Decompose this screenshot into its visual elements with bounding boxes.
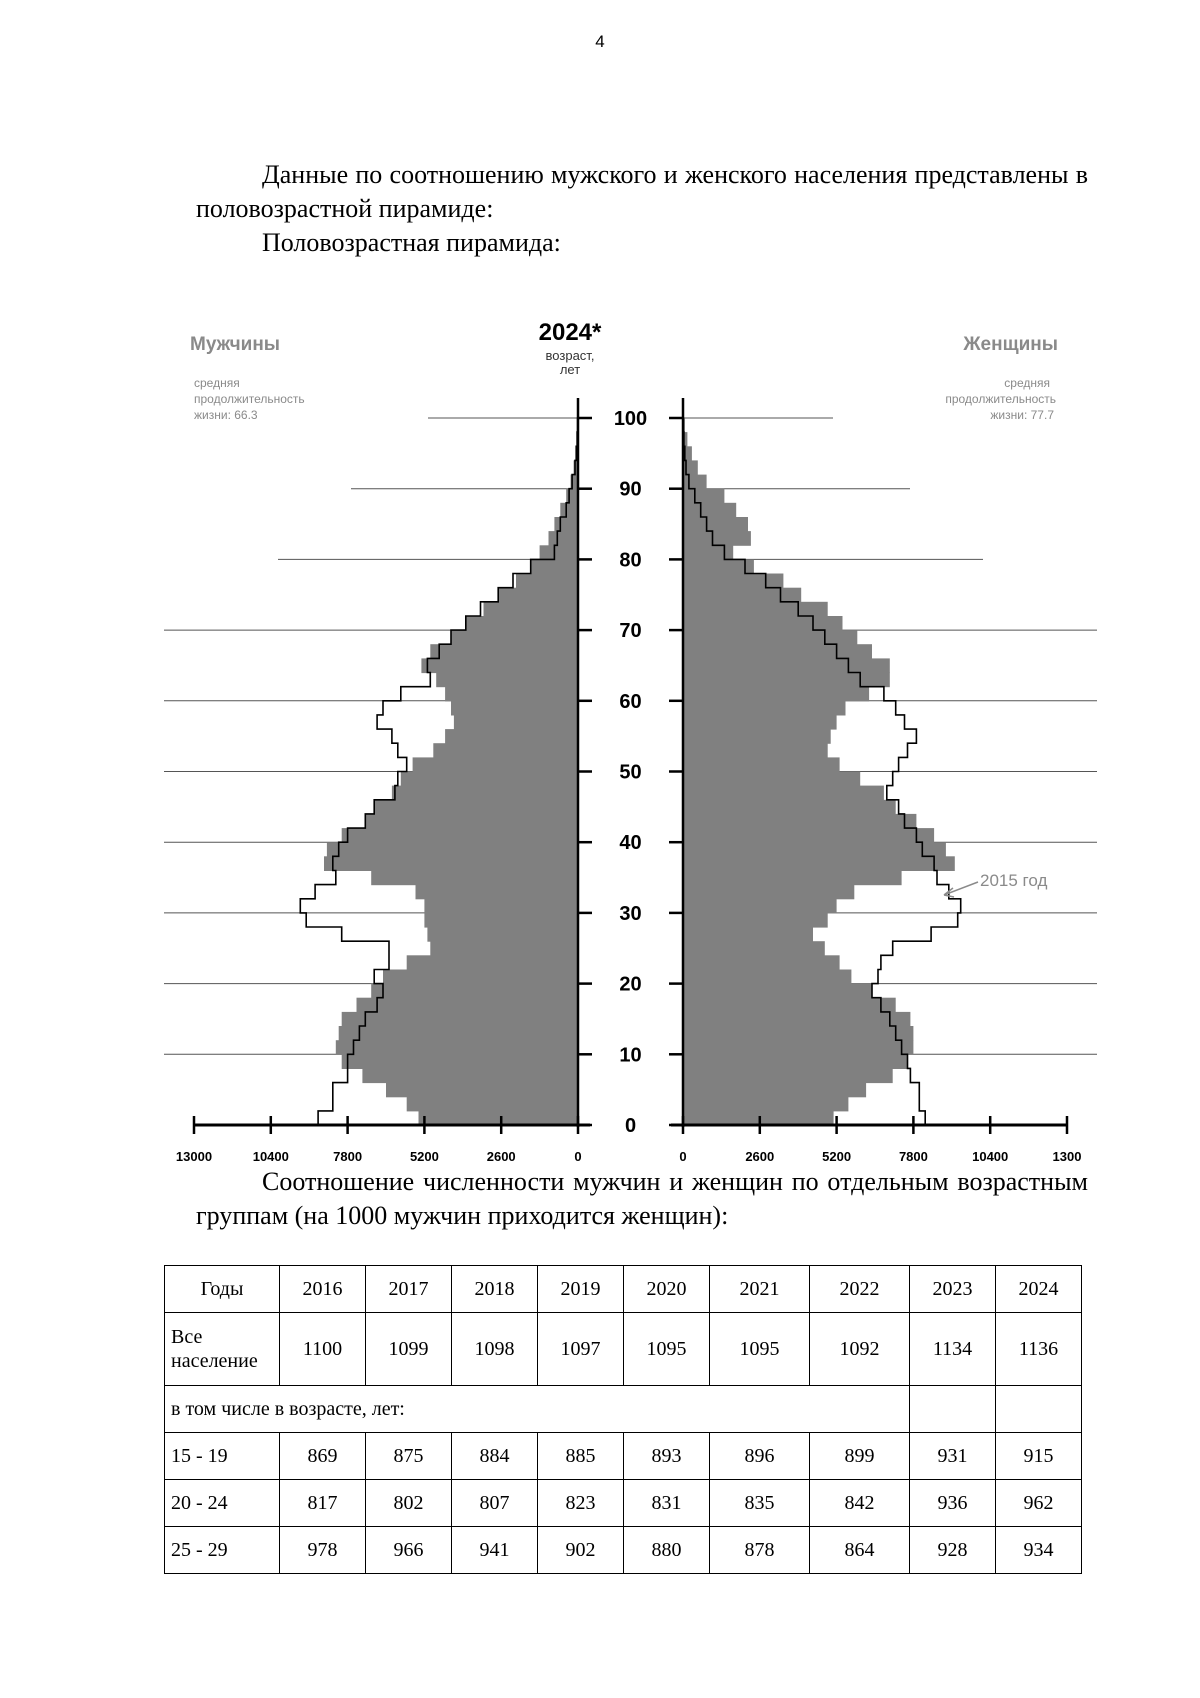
women-2024-bar-age-48 <box>683 772 860 787</box>
women-2024-bar-age-78 <box>683 559 754 574</box>
men-2024-bar-age-28 <box>424 913 578 928</box>
men-life-expectancy-line2: продолжительность <box>194 392 305 406</box>
ratio-table-header-row <box>165 1266 1082 1313</box>
table-cell: 1136 <box>996 1313 1082 1386</box>
table-cell: 817 <box>280 1480 366 1527</box>
table-cell: 896 <box>710 1433 810 1480</box>
table-cell: 978 <box>280 1527 366 1574</box>
men-2024-bar-age-86 <box>560 503 578 518</box>
total-row-label <box>165 1313 280 1386</box>
women-2024-bar-age-54 <box>683 729 831 744</box>
women-2024-bar-age-4 <box>683 1083 866 1098</box>
women-life-expectancy-line1: средняя <box>1004 376 1050 390</box>
women-2024-bar-age-30 <box>683 899 837 914</box>
table-cell: 1100 <box>280 1313 366 1386</box>
pyramid-caption <box>196 226 1088 260</box>
men-group-label: Мужчины <box>190 334 281 355</box>
women-2024-bar-age-76 <box>683 574 783 589</box>
women-2024-bar-age-32 <box>683 885 854 900</box>
value-tick-label-men: 5200 <box>409 1149 439 1164</box>
age-tick-label: 80 <box>619 549 642 572</box>
men-2024-bar-age-46 <box>392 786 578 801</box>
age-tick-label: 50 <box>619 761 642 784</box>
ratio-table <box>164 1265 1082 1574</box>
age-axis-label-line1: возраст, <box>545 348 595 363</box>
men-2024-bar-age-8 <box>342 1054 578 1069</box>
header-cell: Годы <box>165 1266 280 1313</box>
header-cell: 2017 <box>366 1266 452 1313</box>
men-2024-bar-age-64 <box>421 658 578 673</box>
value-tick-label-men: 0 <box>574 1149 582 1164</box>
men-2024-bar-age-24 <box>430 941 578 956</box>
age-axis-label-line2: лет <box>559 362 581 377</box>
women-2024-bar-age-38 <box>683 842 946 857</box>
women-2024-bar-age-74 <box>683 588 801 603</box>
age-group-label: 15 - 19 <box>165 1433 280 1480</box>
subheader-cell: в том числе в возрасте, лет: <box>165 1386 910 1433</box>
men-2024-bar-age-84 <box>554 517 578 532</box>
men-2024-bar-age-52 <box>433 743 578 758</box>
table-cell: 880 <box>624 1527 710 1574</box>
table-cell: 831 <box>624 1480 710 1527</box>
women-2024-bar-age-68 <box>683 630 857 645</box>
men-2024-bar-age-48 <box>401 772 578 787</box>
women-2024-bar-age-52 <box>683 743 828 758</box>
axes <box>176 398 1082 1164</box>
men-2024-bar-age-88 <box>566 489 578 504</box>
men-2024-bar-age-66 <box>430 644 578 659</box>
men-2024-bar-age-14 <box>342 1012 578 1027</box>
women-2024-bar-age-26 <box>683 927 813 942</box>
men-life-expectancy-line1: средняя <box>194 376 240 390</box>
women-2024-bar-age-50 <box>683 757 840 772</box>
value-tick-label-women: 5200 <box>822 1149 852 1164</box>
table-cell: 1099 <box>366 1313 452 1386</box>
women-2024-bar-age-16 <box>683 998 896 1013</box>
men-2024-area <box>324 411 578 1126</box>
table-cell: 936 <box>910 1480 996 1527</box>
table-cell: 802 <box>366 1480 452 1527</box>
women-2024-bar-age-86 <box>683 503 736 518</box>
women-2024-bar-age-40 <box>683 828 934 843</box>
men-2024-bar-age-74 <box>498 588 578 603</box>
women-2024-bar-age-58 <box>683 701 846 716</box>
table-cell: 864 <box>810 1527 910 1574</box>
women-2024-bar-age-22 <box>683 955 840 970</box>
men-2024-bar-age-34 <box>371 871 578 886</box>
women-2024-bar-age-2 <box>683 1097 848 1112</box>
table-cell: 1134 <box>910 1313 996 1386</box>
empty-cell <box>996 1386 1082 1433</box>
table-cell: 1092 <box>810 1313 910 1386</box>
header-cell: 2018 <box>452 1266 538 1313</box>
men-2024-bar-age-72 <box>484 602 579 617</box>
women-2024-bar-age-56 <box>683 715 837 730</box>
men-2024-bar-age-42 <box>365 814 578 829</box>
total-row-label-line1: Все <box>171 1326 203 1348</box>
women-2024-bar-age-10 <box>683 1040 913 1055</box>
women-life-expectancy-line3: жизни: 77.7 <box>990 408 1054 422</box>
header-cell: 2020 <box>624 1266 710 1313</box>
intro-text: Данные по соотношению мужского и женского населения представлены в половозрастной пирамиде: <box>196 160 1088 223</box>
table-cell: 915 <box>996 1433 1082 1480</box>
men-2024-bar-age-4 <box>386 1083 578 1098</box>
women-2024-bar-age-12 <box>683 1026 913 1041</box>
age-tick-label: 100 <box>613 408 648 430</box>
ratio-table-subheader-row <box>165 1386 1082 1433</box>
women-2024-area <box>683 411 955 1126</box>
header-cell: 2019 <box>538 1266 624 1313</box>
table-cell: 1095 <box>710 1313 810 1386</box>
women-life-expectancy-line2: продолжительность <box>945 392 1056 406</box>
population-pyramid-chart <box>0 310 1200 1170</box>
age-group-label: 25 - 29 <box>165 1527 280 1574</box>
age-group-label: 20 - 24 <box>165 1480 280 1527</box>
header-cell: 2024 <box>996 1266 1082 1313</box>
ratio-intro-paragraph <box>196 1165 1088 1233</box>
men-2024-bar-age-58 <box>451 701 578 716</box>
women-2024-bar-age-8 <box>683 1054 908 1069</box>
table-cell: 884 <box>452 1433 538 1480</box>
age-tick-label: 40 <box>619 832 642 855</box>
men-2024-bar-age-16 <box>357 998 579 1013</box>
page-number: 4 <box>595 32 605 51</box>
men-2024-bar-age-6 <box>362 1068 578 1083</box>
header-cell: 2023 <box>910 1266 996 1313</box>
age-tick-label: 30 <box>619 902 642 925</box>
women-2024-bar-age-24 <box>683 941 825 956</box>
men-2024-bar-age-50 <box>413 757 578 772</box>
value-tick-label-women: 0 <box>679 1149 687 1164</box>
men-2024-bar-age-76 <box>516 574 578 589</box>
value-tick-label-women: 10400 <box>972 1149 1009 1164</box>
women-2024-bar-age-64 <box>683 658 890 673</box>
age-tick-label: 90 <box>619 478 642 501</box>
men-2024-bar-age-2 <box>407 1097 578 1112</box>
ratio-table-row <box>165 1433 1082 1480</box>
men-2024-bar-age-56 <box>454 715 578 730</box>
women-2024-bar-age-42 <box>683 814 916 829</box>
women-2024-bar-age-6 <box>683 1068 893 1083</box>
women-2024-bar-age-72 <box>683 602 828 617</box>
women-2024-bar-age-0 <box>683 1111 834 1126</box>
header-cell: 2016 <box>280 1266 366 1313</box>
ratio-intro-text: Соотношение численности мужчин и женщин по отдельным возрастным группам (на 1000 мужчин приходится женщин): <box>196 1167 1088 1230</box>
pyramid-caption-text: Половозрастная пирамида: <box>262 228 561 257</box>
age-tick-label: 60 <box>619 690 642 713</box>
women-2024-bar-age-90 <box>683 475 707 490</box>
men-life-expectancy-line3: жизни: 66.3 <box>194 408 258 422</box>
table-cell: 875 <box>366 1433 452 1480</box>
men-2024-bar-age-18 <box>371 984 578 999</box>
table-cell: 869 <box>280 1433 366 1480</box>
men-2024-bar-age-26 <box>427 927 578 942</box>
women-2024-bar-age-44 <box>683 800 896 815</box>
value-tick-label-men: 10400 <box>252 1149 289 1164</box>
table-cell: 807 <box>452 1480 538 1527</box>
table-cell: 835 <box>710 1480 810 1527</box>
women-2024-bar-age-82 <box>683 531 751 546</box>
men-2024-bar-age-70 <box>466 616 578 631</box>
header-cell: 2021 <box>710 1266 810 1313</box>
men-2024-bar-age-0 <box>419 1111 579 1126</box>
women-2024-bar-age-66 <box>683 644 872 659</box>
men-2024-bar-age-22 <box>407 955 578 970</box>
ratio-table-row <box>165 1480 1082 1527</box>
table-cell: 878 <box>710 1527 810 1574</box>
table-cell: 899 <box>810 1433 910 1480</box>
table-cell: 885 <box>538 1433 624 1480</box>
men-2024-bar-age-12 <box>339 1026 578 1041</box>
men-2024-bar-age-40 <box>342 828 578 843</box>
women-2024-bar-age-60 <box>683 687 869 702</box>
men-2024-bar-age-80 <box>540 545 578 560</box>
table-cell: 823 <box>538 1480 624 1527</box>
men-2024-bar-age-82 <box>549 531 579 546</box>
ratio-table-total-row <box>165 1313 1082 1386</box>
women-2024-bar-age-34 <box>683 871 902 886</box>
grid-lines <box>164 418 1097 1054</box>
age-tick-label: 10 <box>619 1044 642 1067</box>
value-tick-label-men: 2600 <box>486 1149 516 1164</box>
men-2024-bar-age-20 <box>383 970 578 985</box>
men-2024-bar-age-78 <box>531 559 578 574</box>
table-cell: 1098 <box>452 1313 538 1386</box>
table-cell: 902 <box>538 1527 624 1574</box>
age-tick-label: 20 <box>619 973 642 996</box>
women-group-label: Женщины <box>963 334 1058 355</box>
intro-paragraph <box>196 158 1088 226</box>
women-2024-bar-age-18 <box>683 984 872 999</box>
women-2024-bar-age-46 <box>683 786 884 801</box>
chart-title: 2024* <box>538 319 602 346</box>
table-cell: 962 <box>996 1480 1082 1527</box>
men-2024-bar-age-44 <box>374 800 578 815</box>
value-tick-label-women: 2600 <box>745 1149 775 1164</box>
women-2024-bar-age-88 <box>683 489 724 504</box>
table-cell: 931 <box>910 1433 996 1480</box>
men-2024-bar-age-36 <box>324 856 578 871</box>
ratio-table-row <box>165 1527 1082 1574</box>
women-2024-bar-age-28 <box>683 913 828 928</box>
table-cell: 1097 <box>538 1313 624 1386</box>
age-tick-label: 70 <box>619 620 642 643</box>
men-2024-bar-age-54 <box>445 729 578 744</box>
women-2024-bar-age-36 <box>683 856 955 871</box>
men-2024-bar-age-60 <box>445 687 578 702</box>
women-2024-bar-age-84 <box>683 517 748 532</box>
men-2024-bar-age-38 <box>327 842 578 857</box>
men-2024-bar-age-30 <box>424 899 578 914</box>
table-cell: 966 <box>366 1527 452 1574</box>
comparison-year-label: 2015 год <box>980 871 1048 890</box>
empty-cell <box>910 1386 996 1433</box>
value-tick-label-men: 7800 <box>333 1149 363 1164</box>
table-cell: 928 <box>910 1527 996 1574</box>
table-cell: 893 <box>624 1433 710 1480</box>
table-cell: 1095 <box>624 1313 710 1386</box>
header-cell: 2022 <box>810 1266 910 1313</box>
men-2024-bar-age-62 <box>436 673 578 688</box>
total-row-label-line2: население <box>171 1350 258 1372</box>
table-cell: 934 <box>996 1527 1082 1574</box>
women-2024-bar-age-70 <box>683 616 843 631</box>
men-2024-bar-age-32 <box>416 885 579 900</box>
men-2024-bar-age-68 <box>451 630 578 645</box>
age-tick-label: 0 <box>624 1115 637 1137</box>
table-cell: 842 <box>810 1480 910 1527</box>
women-2024-bar-age-80 <box>683 545 733 560</box>
women-2024-bar-age-20 <box>683 970 851 985</box>
women-2024-bar-age-62 <box>683 673 890 688</box>
table-cell: 941 <box>452 1527 538 1574</box>
value-tick-label-men: 13000 <box>175 1149 213 1164</box>
men-2024-bar-age-10 <box>336 1040 578 1055</box>
value-tick-label-women: 1300 <box>1052 1149 1082 1164</box>
value-tick-label-women: 7800 <box>898 1149 928 1164</box>
women-2024-bar-age-14 <box>683 1012 910 1027</box>
